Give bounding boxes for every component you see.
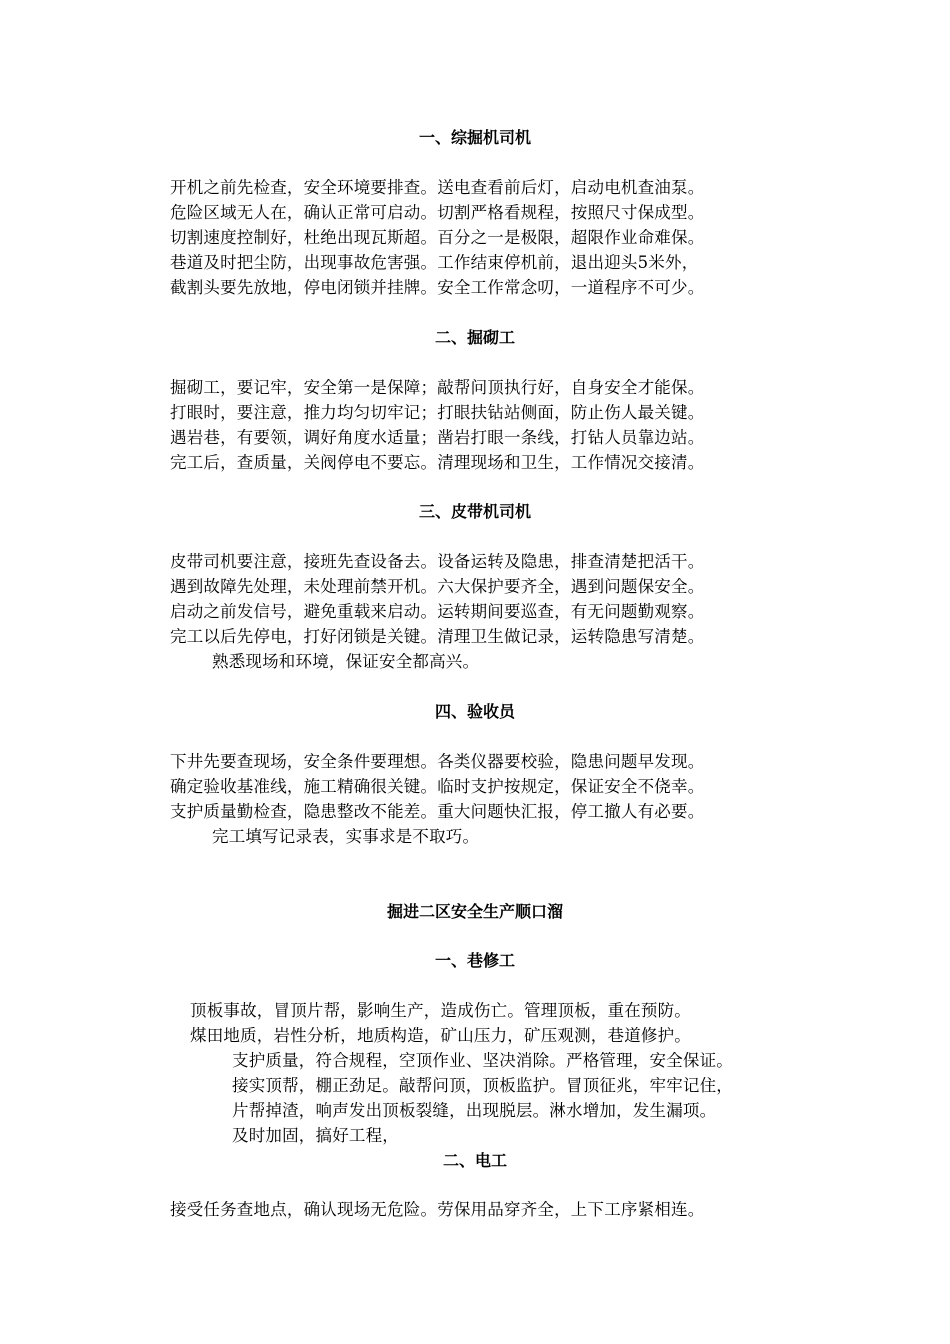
text-line: 及时加固，搞好工程，: [232, 1126, 399, 1145]
section-heading: 一、综掘机司机: [418, 128, 531, 147]
text-line: 接受任务查地点，确认现场无危险。劳保用品穿齐全，上下工序紧相连。: [170, 1200, 705, 1219]
text-line: 完工填写记录表，实事求是不取巧。: [212, 827, 480, 846]
text-line: 支护质量，符合规程，空顶作业、坚决消除。严格管理，安全保证。: [232, 1051, 733, 1070]
text-line: 截割头要先放地，停电闭锁并挂牌。安全工作常念叨，一道程序不可少。: [170, 278, 705, 297]
section-heading: 二、电工: [442, 1151, 507, 1170]
text-line: 切割速度控制好，杜绝出现瓦斯超。百分之一是极限，超限作业命难保。: [170, 228, 705, 247]
text-line: 掘砌工，要记牢，安全第一是保障；敲帮问顶执行好，自身安全才能保。: [170, 378, 705, 397]
text-line: 遇到故障先处理，未处理前禁开机。六大保护要齐全，遇到问题保安全。: [170, 577, 705, 596]
document-title: 掘进二区安全生产顺口溜: [386, 902, 563, 921]
text-line: 启动之前发信号，避免重载来启动。运转期间要巡查，有无问题勤观察。: [170, 602, 705, 621]
text-line: 确定验收基准线，施工精确很关键。临时支护按规定，保证安全不侥幸。: [170, 777, 705, 796]
section-heading: 四、验收员: [434, 702, 515, 721]
text-line: 遇岩巷，有要领，调好角度水适量；凿岩打眼一条线，打钻人员靠边站。: [170, 428, 705, 447]
text-line: 下井先要查现场，安全条件要理想。各类仪器要校验，隐患问题早发现。: [170, 752, 705, 771]
section-heading: 二、掘砌工: [434, 328, 515, 347]
text-line: 打眼时，要注意，推力均匀切牢记；打眼扶钻站侧面，防止伤人最关键。: [170, 403, 705, 422]
text-line: 危险区域无人在，确认正常可启动。切割严格看规程，按照尺寸保成型。: [170, 203, 705, 222]
text-line: 接实顶帮，棚正劲足。敲帮问顶，顶板监护。冒顶征兆，牢牢记住，: [232, 1076, 733, 1095]
text-line: 开机之前先检查，安全环境要排查。送电查看前后灯，启动电机查油泵。: [170, 178, 705, 197]
text-line: 片帮掉渣，响声发出顶板裂缝，出现脱层。淋水增加，发生漏项。: [232, 1101, 717, 1120]
text-line: 完工以后先停电，打好闭锁是关键。清理卫生做记录，运转隐患写清楚。: [170, 627, 705, 646]
text-line: 顶板事故，冒顶片帮，影响生产，造成伤亡。管理顶板，重在预防。: [190, 1001, 691, 1020]
section-heading: 一、巷修工: [434, 951, 515, 970]
text-line: 煤田地质，岩性分析，地质构造，矿山压力，矿压观测，巷道修护。: [190, 1026, 691, 1045]
text-line: 皮带司机要注意，接班先查设备去。设备运转及隐患，排查清楚把活干。: [170, 552, 705, 571]
text-line: 熟悉现场和环境，保证安全都高兴。: [212, 652, 480, 671]
text-line: 巷道及时把尘防，出现事故危害强。工作结束停机前，退出迎头5米外，: [170, 253, 699, 272]
text-line: 支护质量勤检查，隐患整改不能差。重大问题快汇报，停工撤人有必要。: [170, 802, 705, 821]
text-line: 完工后，查质量，关阀停电不要忘。清理现场和卫生，工作情况交接清。: [170, 453, 705, 472]
section-heading: 三、皮带机司机: [418, 502, 531, 521]
